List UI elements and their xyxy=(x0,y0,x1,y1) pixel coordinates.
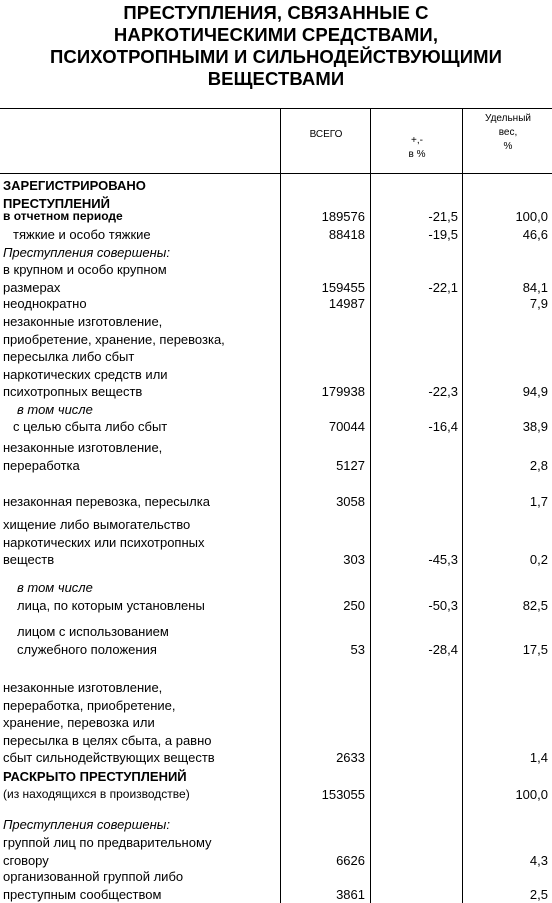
title-line-1: ПРЕСТУПЛЕНИЯ, СВЯЗАННЫЕ С xyxy=(0,2,552,24)
cell-total: 303 xyxy=(343,551,365,569)
cell-share: 0,2 xyxy=(530,551,548,569)
row-label-line: Преступления совершены: xyxy=(3,816,293,834)
cell-total: 6626 xyxy=(336,852,365,870)
cell-total: 14987 xyxy=(329,295,365,313)
row-label xyxy=(3,868,293,903)
cell-share: 94,9 xyxy=(523,383,548,401)
row-label-line: ПРЕСТУПЛЕНИЙ xyxy=(3,195,293,213)
row-label-line: лицом с использованием xyxy=(17,623,307,641)
row-label-line: незаконная перевозка, пересылка xyxy=(3,493,293,511)
cell-total: 189576 xyxy=(322,208,365,226)
cell-change: -22,3 xyxy=(428,383,458,401)
row-label-line: служебного положения xyxy=(17,641,307,659)
row-label xyxy=(3,816,293,834)
row-label-line: переработка, приобретение, xyxy=(3,697,293,715)
row-label-line: хищение либо вымогательство xyxy=(3,516,293,534)
cell-total: 53 xyxy=(351,641,365,659)
row-label-line: хранение, перевозка или xyxy=(3,714,293,732)
row-label xyxy=(3,177,293,212)
row-label-line: незаконные изготовление, xyxy=(3,313,293,331)
row-label xyxy=(3,834,293,869)
cell-change: -28,4 xyxy=(428,641,458,659)
cell-share: 100,0 xyxy=(515,208,548,226)
column-header-share-line-3: % xyxy=(464,140,552,154)
row-label-line: ЗАРЕГИСТРИРОВАНО xyxy=(3,177,293,195)
column-divider xyxy=(462,108,463,903)
cell-share: 2,8 xyxy=(530,457,548,475)
cell-share: 1,7 xyxy=(530,493,548,511)
column-header-share xyxy=(464,112,552,154)
column-header-share-line-1: Удельный xyxy=(464,112,552,126)
cell-change: -19,5 xyxy=(428,226,458,244)
table-header-border xyxy=(0,173,552,174)
cell-change: -22,1 xyxy=(428,279,458,297)
row-label xyxy=(3,579,307,597)
row-label-line: Преступления совершены: xyxy=(3,244,293,262)
row-label xyxy=(3,679,293,767)
row-label xyxy=(3,401,307,419)
row-label-line: тяжкие и особо тяжкие xyxy=(13,226,303,244)
row-label xyxy=(3,493,293,511)
row-label-line: размерах xyxy=(3,279,293,297)
cell-share: 17,5 xyxy=(523,641,548,659)
cell-total: 153055 xyxy=(322,786,365,804)
row-label xyxy=(3,597,307,615)
column-header-total: ВСЕГО xyxy=(282,128,370,142)
cell-total: 70044 xyxy=(329,418,365,436)
row-label-line: в крупном и особо крупном xyxy=(3,261,293,279)
row-label-line: незаконные изготовление, xyxy=(3,439,293,457)
row-label-line: в том числе xyxy=(17,579,307,597)
row-label-line: незаконные изготовление, xyxy=(3,679,293,697)
row-label-line: наркотических или психотропных xyxy=(3,534,293,552)
row-label-line: психотропных веществ xyxy=(3,383,293,401)
row-label-line: неоднократно xyxy=(3,295,293,313)
cell-share: 84,1 xyxy=(523,279,548,297)
row-label xyxy=(3,418,303,436)
page-title xyxy=(0,2,552,90)
row-label-line: преступным сообществом xyxy=(3,886,293,903)
cell-share: 1,4 xyxy=(530,749,548,767)
row-label xyxy=(3,261,293,296)
table-top-border xyxy=(0,108,552,109)
column-header-share-line-2: вес, xyxy=(464,126,552,140)
cell-total: 179938 xyxy=(322,383,365,401)
row-label-line: организованной группой либо xyxy=(3,868,293,886)
row-label-line: с целью сбыта либо сбыт xyxy=(13,418,303,436)
column-divider xyxy=(370,108,371,903)
cell-total: 88418 xyxy=(329,226,365,244)
cell-share: 46,6 xyxy=(523,226,548,244)
cell-share: 100,0 xyxy=(515,786,548,804)
row-label-line: в отчетном периоде xyxy=(3,208,293,226)
row-label-line: сговору xyxy=(3,852,293,870)
row-label-line: в том числе xyxy=(17,401,307,419)
cell-total: 3861 xyxy=(336,886,365,903)
row-label xyxy=(3,786,293,804)
cell-change: -21,5 xyxy=(428,208,458,226)
row-label-line: наркотических средств или xyxy=(3,366,293,384)
column-header-change xyxy=(372,134,462,162)
row-label-line: сбыт сильнодействующих веществ xyxy=(3,749,293,767)
row-label xyxy=(3,439,293,474)
row-label-line: пересылка либо сбыт xyxy=(3,348,293,366)
cell-total: 159455 xyxy=(322,279,365,297)
cell-total: 250 xyxy=(343,597,365,615)
cell-total: 3058 xyxy=(336,493,365,511)
cell-total: 2633 xyxy=(336,749,365,767)
cell-change: -50,3 xyxy=(428,597,458,615)
cell-share: 7,9 xyxy=(530,295,548,313)
cell-change: -16,4 xyxy=(428,418,458,436)
cell-share: 2,5 xyxy=(530,886,548,903)
row-label xyxy=(3,313,293,401)
row-label xyxy=(3,208,293,226)
column-header-change-line-1: +,- xyxy=(372,134,462,148)
row-label-line: РАСКРЫТО ПРЕСТУПЛЕНИЙ xyxy=(3,768,293,786)
row-label-line: (из находящихся в производстве) xyxy=(3,786,293,804)
cell-share: 4,3 xyxy=(530,852,548,870)
cell-share: 82,5 xyxy=(523,597,548,615)
cell-total: 5127 xyxy=(336,457,365,475)
row-label xyxy=(3,516,293,569)
row-label xyxy=(3,295,293,313)
cell-share: 38,9 xyxy=(523,418,548,436)
row-label xyxy=(3,244,293,262)
row-label-line: лица, по которым установлены xyxy=(17,597,307,615)
column-header-change-line-2: в % xyxy=(372,148,462,162)
title-line-3: ПСИХОТРОПНЫМИ И СИЛЬНОДЕЙСТВУЮЩИМИ xyxy=(0,46,552,68)
row-label-line: приобретение, хранение, перевозка, xyxy=(3,331,293,349)
row-label-line: переработка xyxy=(3,457,293,475)
row-label xyxy=(3,768,293,786)
title-line-4: ВЕЩЕСТВАМИ xyxy=(0,68,552,90)
title-line-2: НАРКОТИЧЕСКИМИ СРЕДСТВАМИ, xyxy=(0,24,552,46)
row-label-line: пересылка в целях сбыта, а равно xyxy=(3,732,293,750)
row-label xyxy=(3,226,303,244)
row-label-line: группой лиц по предварительному xyxy=(3,834,293,852)
row-label-line: веществ xyxy=(3,551,293,569)
row-label xyxy=(3,623,307,658)
cell-change: -45,3 xyxy=(428,551,458,569)
